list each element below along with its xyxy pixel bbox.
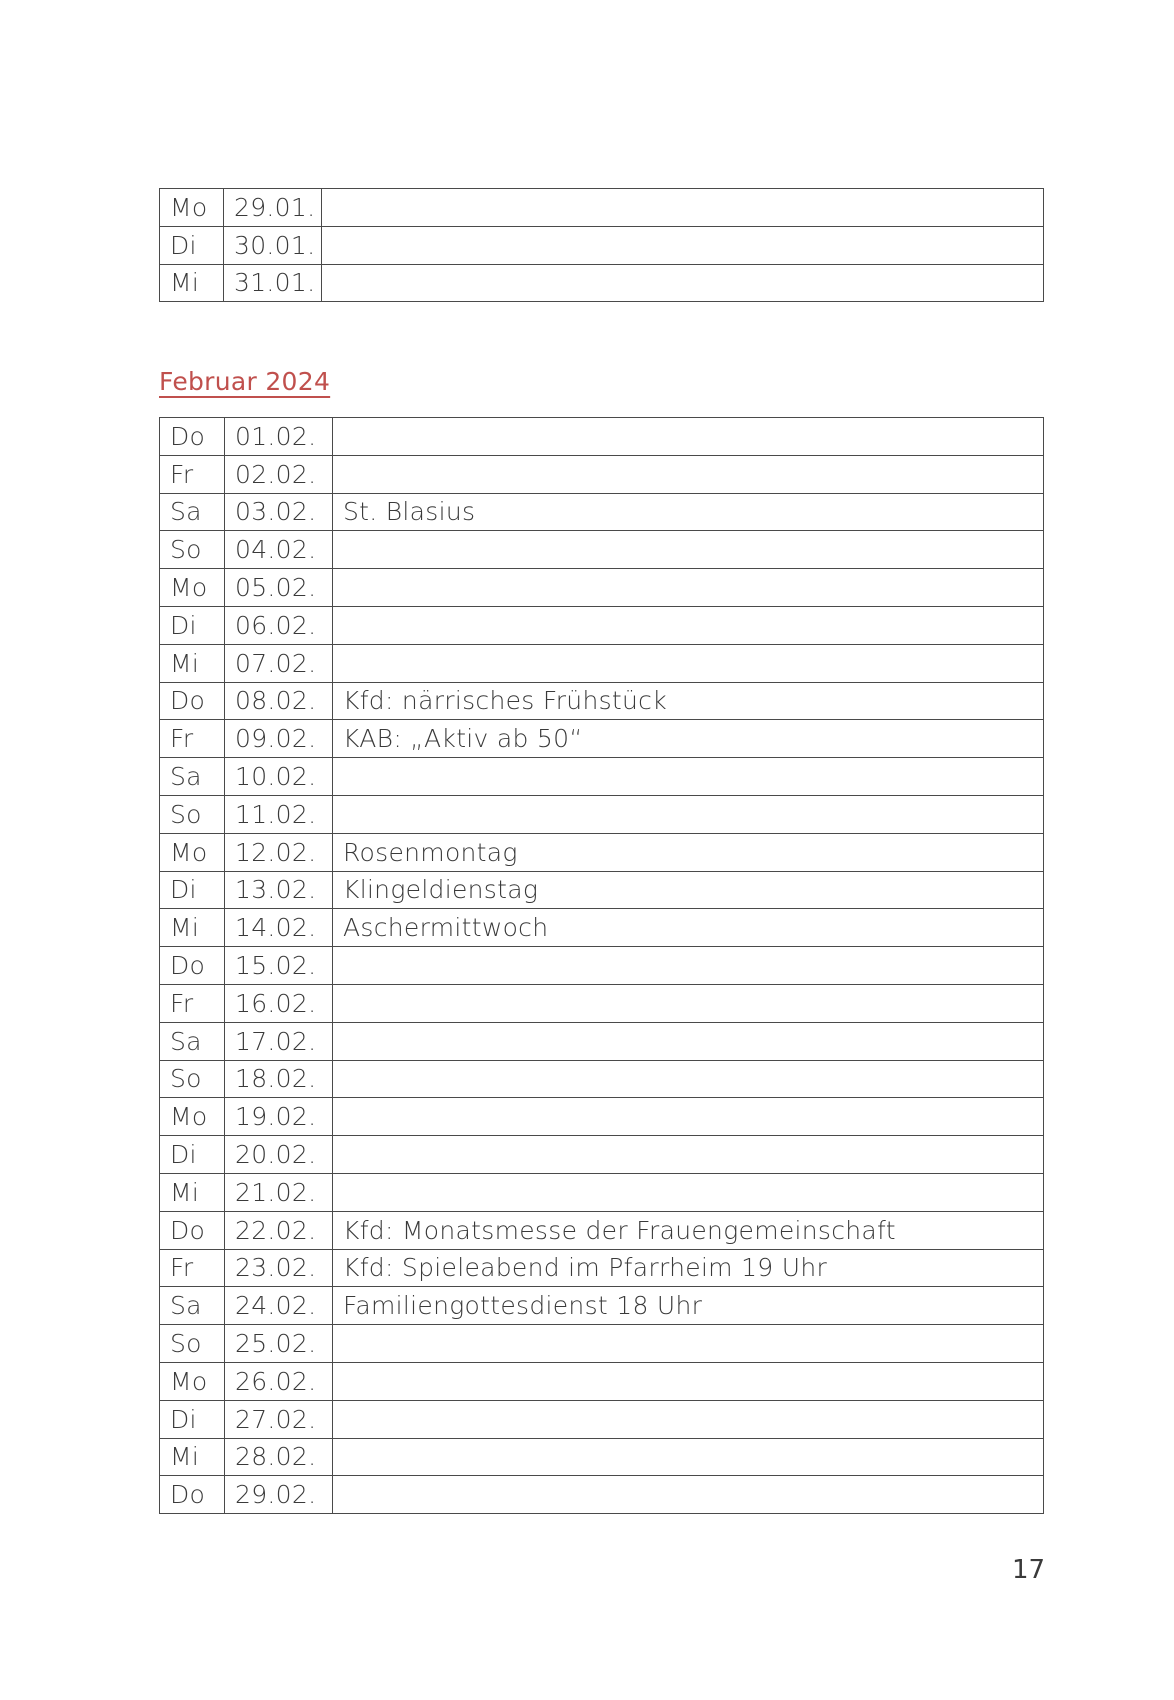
date-cell: 11.02. (225, 795, 333, 833)
weekday-cell: Sa (160, 1022, 225, 1060)
calendar-row (160, 795, 1044, 833)
january-tail-table (159, 188, 1044, 302)
event-cell (333, 758, 1044, 796)
date-cell: 30.01. (224, 226, 322, 264)
event-cell: KAB: „Aktiv ab 50“ (333, 720, 1044, 758)
event-cell (333, 455, 1044, 493)
calendar-row (160, 758, 1044, 796)
calendar-row (160, 1098, 1044, 1136)
event-cell (333, 1022, 1044, 1060)
calendar-row (160, 455, 1044, 493)
date-cell: 26.02. (225, 1362, 333, 1400)
weekday-cell: Mo (160, 833, 225, 871)
calendar-row (160, 1325, 1044, 1363)
event-cell (333, 418, 1044, 456)
weekday-cell: Fr (160, 984, 225, 1022)
calendar-row (160, 226, 1044, 264)
calendar-row (160, 1438, 1044, 1476)
date-cell: 13.02. (225, 871, 333, 909)
weekday-cell: Di (160, 1400, 225, 1438)
calendar-row (160, 1211, 1044, 1249)
calendar-row (160, 1287, 1044, 1325)
event-cell: St. Blasius (333, 493, 1044, 531)
weekday-cell: Mi (160, 1173, 225, 1211)
calendar-row (160, 1476, 1044, 1514)
calendar-row (160, 189, 1044, 227)
weekday-cell: Mo (160, 569, 225, 607)
calendar-row (160, 871, 1044, 909)
weekday-cell: Mo (160, 1362, 225, 1400)
date-cell: 31.01. (224, 264, 322, 302)
date-cell: 21.02. (225, 1173, 333, 1211)
weekday-cell: So (160, 531, 225, 569)
event-cell (333, 606, 1044, 644)
event-cell (333, 1362, 1044, 1400)
event-cell (333, 1325, 1044, 1363)
date-cell: 09.02. (225, 720, 333, 758)
event-cell (333, 1400, 1044, 1438)
calendar-row (160, 1136, 1044, 1174)
event-cell: Rosenmontag (333, 833, 1044, 871)
calendar-row (160, 264, 1044, 302)
date-cell: 10.02. (225, 758, 333, 796)
calendar-row (160, 644, 1044, 682)
calendar-row (160, 418, 1044, 456)
event-cell (333, 1173, 1044, 1211)
calendar-row (160, 909, 1044, 947)
event-cell: Kfd: Spieleabend im Pfarrheim 19 Uhr (333, 1249, 1044, 1287)
event-cell (333, 947, 1044, 985)
weekday-cell: Mo (160, 189, 224, 227)
date-cell: 07.02. (225, 644, 333, 682)
date-cell: 20.02. (225, 1136, 333, 1174)
event-cell (333, 984, 1044, 1022)
event-cell: Klingeldienstag (333, 871, 1044, 909)
date-cell: 14.02. (225, 909, 333, 947)
date-cell: 06.02. (225, 606, 333, 644)
date-cell: 12.02. (225, 833, 333, 871)
event-cell: Aschermittwoch (333, 909, 1044, 947)
event-cell (333, 644, 1044, 682)
january-tail-table-body (160, 189, 1044, 302)
february-table (159, 417, 1044, 1514)
event-cell (333, 1476, 1044, 1514)
date-cell: 19.02. (225, 1098, 333, 1136)
event-cell (333, 1438, 1044, 1476)
event-cell (333, 1136, 1044, 1174)
weekday-cell: Sa (160, 1287, 225, 1325)
event-cell (333, 1098, 1044, 1136)
date-cell: 25.02. (225, 1325, 333, 1363)
weekday-cell: Di (160, 1136, 225, 1174)
page-number: 17 (1012, 1555, 1046, 1585)
date-cell: 01.02. (225, 418, 333, 456)
event-cell: Kfd: närrisches Frühstück (333, 682, 1044, 720)
date-cell: 18.02. (225, 1060, 333, 1098)
date-cell: 22.02. (225, 1211, 333, 1249)
weekday-cell: Fr (160, 455, 225, 493)
weekday-cell: Mi (160, 264, 224, 302)
date-cell: 28.02. (225, 1438, 333, 1476)
event-cell (322, 264, 1044, 302)
event-cell (333, 569, 1044, 607)
date-cell: 15.02. (225, 947, 333, 985)
date-cell: 03.02. (225, 493, 333, 531)
date-cell: 29.01. (224, 189, 322, 227)
weekday-cell: Mi (160, 1438, 225, 1476)
weekday-cell: Do (160, 947, 225, 985)
weekday-cell: Fr (160, 1249, 225, 1287)
weekday-cell: Sa (160, 758, 225, 796)
calendar-row (160, 833, 1044, 871)
calendar-row (160, 1173, 1044, 1211)
calendar-row (160, 531, 1044, 569)
calendar-row (160, 682, 1044, 720)
event-cell (322, 189, 1044, 227)
date-cell: 17.02. (225, 1022, 333, 1060)
weekday-cell: So (160, 1060, 225, 1098)
weekday-cell: Di (160, 226, 224, 264)
calendar-row (160, 1362, 1044, 1400)
date-cell: 27.02. (225, 1400, 333, 1438)
date-cell: 02.02. (225, 455, 333, 493)
calendar-row (160, 1022, 1044, 1060)
weekday-cell: Mi (160, 644, 225, 682)
date-cell: 05.02. (225, 569, 333, 607)
event-cell: Familiengottesdienst 18 Uhr (333, 1287, 1044, 1325)
weekday-cell: Sa (160, 493, 225, 531)
event-cell (333, 1060, 1044, 1098)
date-cell: 23.02. (225, 1249, 333, 1287)
calendar-row (160, 569, 1044, 607)
month-heading-february: Februar 2024 (159, 367, 331, 396)
date-cell: 08.02. (225, 682, 333, 720)
weekday-cell: So (160, 795, 225, 833)
weekday-cell: Mi (160, 909, 225, 947)
weekday-cell: Do (160, 1211, 225, 1249)
weekday-cell: Do (160, 418, 225, 456)
date-cell: 04.02. (225, 531, 333, 569)
calendar-row (160, 1060, 1044, 1098)
weekday-cell: Di (160, 871, 225, 909)
event-cell (333, 795, 1044, 833)
february-table-body (160, 418, 1044, 1514)
event-cell (333, 531, 1044, 569)
calendar-row (160, 984, 1044, 1022)
event-cell: Kfd: Monatsmesse der Frauengemeinschaft (333, 1211, 1044, 1249)
weekday-cell: Do (160, 682, 225, 720)
calendar-row (160, 493, 1044, 531)
calendar-row (160, 1400, 1044, 1438)
date-cell: 16.02. (225, 984, 333, 1022)
calendar-row (160, 1249, 1044, 1287)
date-cell: 24.02. (225, 1287, 333, 1325)
date-cell: 29.02. (225, 1476, 333, 1514)
calendar-row (160, 947, 1044, 985)
weekday-cell: Mo (160, 1098, 225, 1136)
weekday-cell: Do (160, 1476, 225, 1514)
weekday-cell: Di (160, 606, 225, 644)
calendar-row (160, 720, 1044, 758)
event-cell (322, 226, 1044, 264)
weekday-cell: Fr (160, 720, 225, 758)
calendar-row (160, 606, 1044, 644)
weekday-cell: So (160, 1325, 225, 1363)
